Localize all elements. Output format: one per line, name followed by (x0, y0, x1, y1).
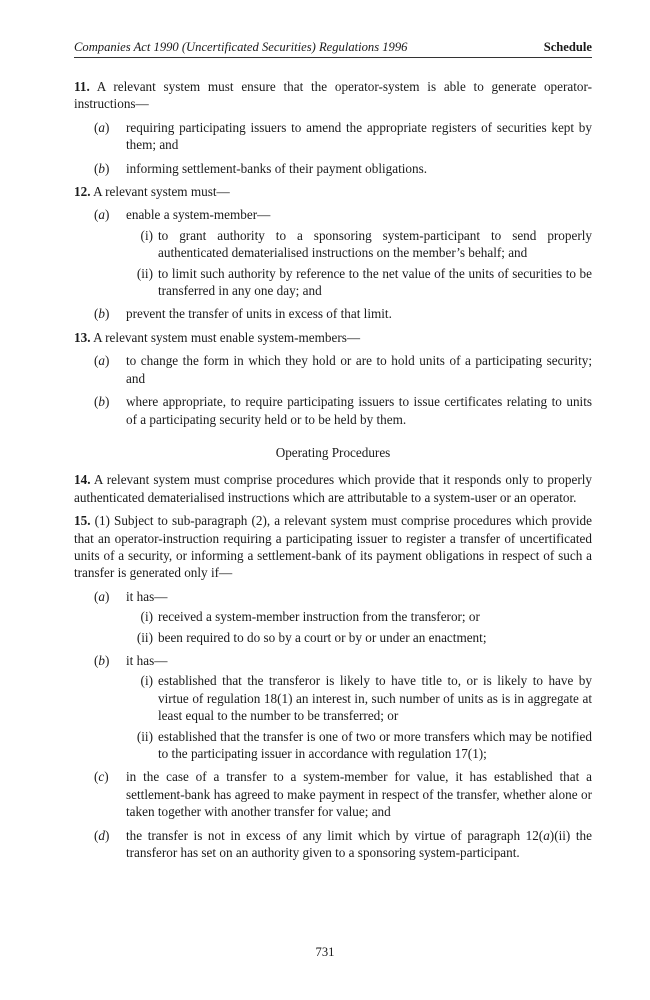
paragraph-b: (b) prevent the transfer of units in excess of that limit. (74, 305, 592, 322)
paragraph-label: b (98, 306, 105, 322)
subparagraph-text: established that the transferor is likely to have title to, or is likely to have by virtue of regulation 18(1) an interest in, such number of units as is in aggregate at least equal to the number to be transferred; or (158, 673, 592, 724)
subparagraph-text: to limit such authority by reference to the net value of the units of securities to be transferred in any one day; and (158, 265, 592, 299)
paragraph-a: (a) enable a system-member— (74, 206, 592, 223)
paragraph-a: (a) to change the form in which they hold or are to hold units of a participating security; and (94, 353, 592, 386)
subparagraph-text: to grant authority to a sponsoring system-participant to send properly authenticated dematerialised instructions on the member’s behalf; and (158, 227, 592, 261)
regulation-number: 15. (74, 513, 91, 529)
paragraph-b: (b) where appropriate, to require participating issuers to issue certificates relating to units of a participating security held or to be held by them. (94, 394, 592, 427)
regulation-15 (74, 512, 592, 582)
subparagraph-i (74, 608, 592, 625)
paragraph-text: it has— (126, 588, 168, 604)
paragraph-label: b (98, 394, 105, 410)
subparagraph-text: established that the transfer is one of two or more transfers which may be notified to the participating issuer in accordance with regulation 17(1); (158, 728, 592, 761)
subparagraph-label: (i) (140, 673, 153, 689)
paragraph-text: where appropriate, to require participating issuers to issue certificates relating to units of a participating security held or to be held by them. (126, 394, 592, 427)
subparagraph-text: been required to do so by a court or by or under an enactment; (158, 629, 487, 645)
subparagraph-ii (74, 265, 592, 300)
paragraph-text: prevent the transfer of units in excess of that limit. (126, 306, 392, 322)
subparagraph-label: (ii) (136, 629, 153, 645)
paragraph-text: to change the form in which they hold or are to hold units of a participating security; and (126, 353, 592, 386)
paragraph-c: (c) in the case of a transfer to a system-member for value, it has established that a settlement-bank has agreed to make payment in respect of the transfer, whether alone or taken together with another transfer for value; and (94, 769, 592, 820)
regulation-14 (74, 471, 592, 506)
paragraph-a: (a) requiring participating issuers to amend the appropriate registers of securities kept by them; and (94, 119, 592, 153)
paragraph-d: (d) the transfer is not in excess of any limit which by virtue of paragraph 12(a)(ii) the transferor has set on an authority given to a sponsoring system-participant. (94, 827, 592, 861)
paragraph-text: it has— (126, 652, 168, 668)
subparagraph-i (74, 672, 592, 724)
regulation-number: 13. (74, 329, 91, 345)
header-title: Companies Act 1990 (Uncertificated Securities) Regulations 1996 (74, 39, 408, 54)
paragraph-label: d (98, 827, 105, 843)
page-number: 731 (315, 945, 335, 959)
regulation-text: A relevant system must enable system-members— (93, 329, 361, 345)
paragraph-text: requiring participating issuers to amend the appropriate registers of securities kept by them; and (126, 119, 592, 153)
paragraph-label: a (98, 119, 105, 135)
page-body (74, 78, 592, 867)
paragraph-label: b (98, 652, 105, 668)
subparagraph-text: received a system-member instruction from the transferor; or (158, 609, 480, 625)
paragraph-label: a (98, 207, 105, 223)
paragraph-text: enable a system-member— (126, 207, 271, 223)
paragraph-label: c (98, 769, 105, 785)
paragraph-text: in the case of a transfer to a system-member for value, it has established that a settlement-bank has agreed to make payment in respect of the transfer, whether alone or taken together with another transfer for value; and (126, 769, 592, 820)
paragraph-label: a (98, 353, 105, 369)
paragraph-text: informing settlement-banks of their payment obligations. (126, 160, 428, 176)
regulation-text: (1) Subject to sub-paragraph (2), a relevant system must comprise procedures which provide that an operator-instruction requiring a participating issuer to register a transfer of uncertificated units of a security, or informing a settlement-bank of its payment obligations in respect of such a transfer is generated only if— (74, 513, 592, 581)
regulation-text: A relevant system must comprise procedures which provide that it responds only to properly authenticated dematerialised instructions which are attributable to a system-user or an operator. (74, 472, 592, 505)
regulation-text: A relevant system must— (93, 184, 230, 200)
paragraph-b: (b) informing settlement-banks of their payment obligations. (74, 160, 592, 177)
regulation-number: 11. (74, 79, 90, 94)
paragraph-text: the transfer is not in excess of any limit which by virtue of paragraph 12(a)(ii) the transferor has set on an authority given to a sponsoring system-participant. (126, 827, 592, 861)
running-header (74, 38, 592, 58)
regulation-12 (74, 183, 592, 200)
section-heading: Operating Procedures (275, 444, 391, 460)
paragraph-label: b (98, 160, 105, 176)
subparagraph-label: (ii) (136, 728, 153, 744)
subparagraph-label: (i) (140, 609, 153, 625)
subparagraph-label: (ii) (136, 265, 153, 281)
regulation-number: 14. (74, 472, 91, 488)
regulation-number: 12. (74, 184, 91, 200)
regulation-13 (74, 329, 592, 346)
subparagraph-ii (74, 728, 592, 763)
regulation-text: A relevant system must ensure that the operator-system is able to generate operator-instructions— (74, 79, 593, 112)
paragraph-b: (b) it has— (74, 652, 592, 669)
paragraph-a: (a) it has— (74, 588, 592, 605)
subparagraph-label: (i) (140, 227, 153, 243)
regulation-11 (74, 78, 592, 113)
header-section: Schedule (543, 39, 592, 54)
paragraph-label: a (98, 588, 105, 604)
subparagraph-i (74, 227, 592, 262)
subparagraph-ii (74, 629, 592, 646)
